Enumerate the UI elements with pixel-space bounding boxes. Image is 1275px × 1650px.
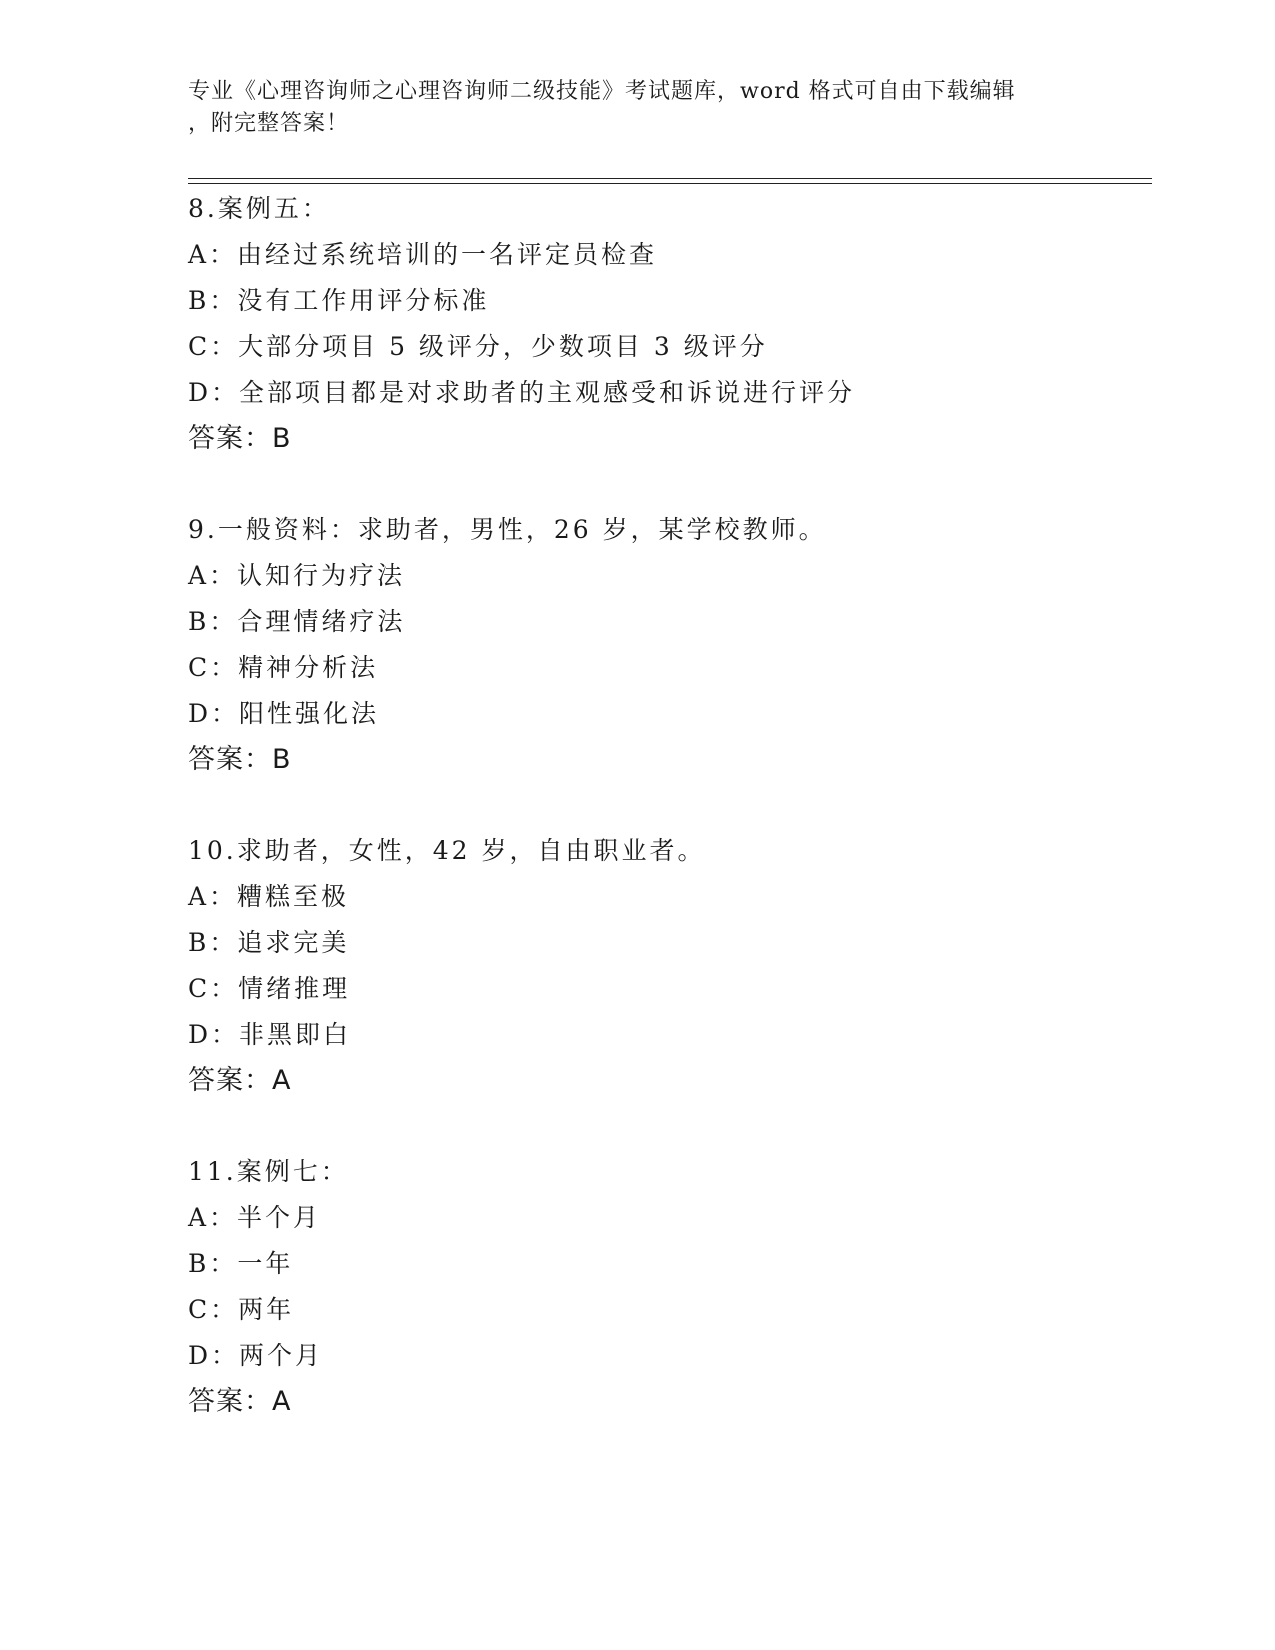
option-b: B：追求完美 — [188, 928, 350, 957]
question-block — [188, 1149, 1148, 1425]
header-divider-top — [188, 178, 1152, 179]
option-b: B：一年 — [188, 1249, 294, 1278]
option-b: B：合理情绪疗法 — [188, 607, 406, 636]
question-title: 8.案例五： — [188, 194, 330, 223]
question-title: 11.案例七： — [188, 1157, 349, 1186]
header-divider-bottom — [188, 183, 1152, 184]
option-d: D：非黑即白 — [188, 1020, 352, 1049]
answer: 答案：B — [188, 423, 292, 454]
option-a: A：半个月 — [188, 1203, 322, 1232]
header-line-1: 专业《心理咨询师之心理咨询师二级技能》考试题库，word 格式可自由下载编辑 — [188, 79, 1016, 104]
answer: 答案：A — [188, 1386, 292, 1417]
option-a: A：认知行为疗法 — [188, 561, 406, 590]
option-c: C：两年 — [188, 1295, 295, 1324]
question-block — [188, 828, 1148, 1104]
option-c: C：大部分项目 5 级评分，少数项目 3 级评分 — [188, 332, 768, 361]
question-title: 10.求助者，女性，42 岁，自由职业者。 — [188, 836, 706, 865]
option-c: C：情绪推理 — [188, 974, 351, 1003]
option-c: C：精神分析法 — [188, 653, 379, 682]
option-d: D：阳性强化法 — [188, 699, 380, 728]
header-line-2: ，附完整答案！ — [188, 111, 350, 136]
document-header — [188, 76, 1088, 140]
option-b: B：没有工作用评分标准 — [188, 286, 490, 315]
option-d: D：两个月 — [188, 1341, 324, 1370]
answer: 答案：B — [188, 744, 292, 775]
answer: 答案：A — [188, 1065, 292, 1096]
question-block — [188, 507, 1148, 783]
question-title: 9.一般资料：求助者，男性，26 岁，某学校教师。 — [188, 515, 827, 544]
option-a: A：由经过系统培训的一名评定员检查 — [188, 240, 658, 269]
option-d: D：全部项目都是对求助者的主观感受和诉说进行评分 — [188, 378, 856, 407]
option-a: A：糟糕至极 — [188, 882, 350, 911]
question-block — [188, 186, 1148, 462]
